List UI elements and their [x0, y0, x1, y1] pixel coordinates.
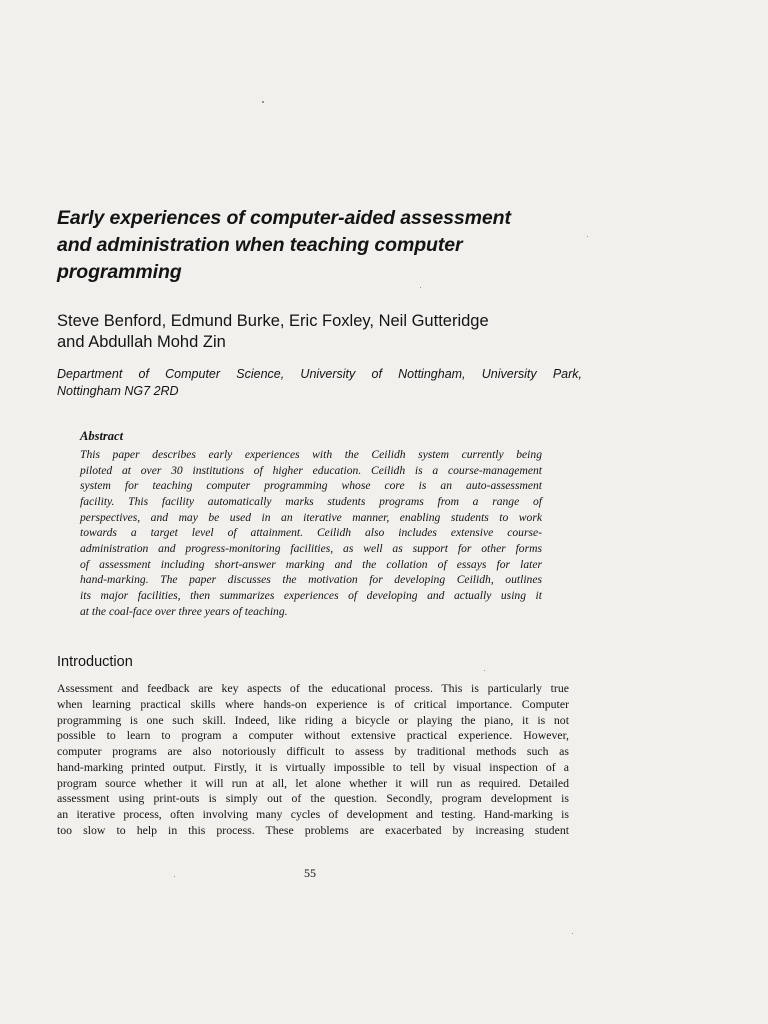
scan-speck: [484, 670, 485, 671]
page-number: 55: [304, 866, 316, 880]
scan-speck: [262, 101, 264, 103]
affiliation-line: Department of Computer Science, University of Nottingham, University Park,: [57, 367, 582, 381]
introduction-body: [57, 681, 569, 839]
scan-speck: [572, 933, 573, 934]
affiliation-line: Nottingham NG7 2RD: [57, 384, 179, 398]
author-line: Steve Benford, Edmund Burke, Eric Foxley, Neil Gutteridge: [57, 312, 489, 330]
body-line: when learning practical skills where hands-on experience is of critical importance. Computer: [57, 696, 569, 711]
abstract-line: at the coal-face over three years of teaching.: [80, 604, 288, 618]
body-line: an iterative process, often involving many cycles of development and testing. Hand-marking is: [57, 807, 569, 821]
abstract-line: hand-marking. The paper discusses the motivation for developing Ceilidh, outlines: [80, 573, 542, 587]
paper-title: [57, 205, 617, 286]
scan-speck: [587, 236, 588, 237]
abstract-line: its major facilities, then summarizes experiences of developing and actually using it: [80, 588, 542, 602]
abstract-line: piloted at over 30 institutions of higher education. Ceilidh is a course-management: [80, 463, 542, 477]
abstract-line: of assessment including short-answer marking and the collation of essays for later: [80, 557, 542, 571]
author-list: [57, 311, 617, 353]
scan-speck: [174, 876, 175, 877]
author-line: and Abdullah Mohd Zin: [57, 333, 226, 351]
body-line: assessment using print-outs is simply out of the question. Secondly, program development is: [57, 791, 569, 806]
title-line: Early experiences of computer-aided assessment: [57, 207, 511, 229]
title-line: and administration when teaching computer: [57, 234, 463, 256]
title-line: programming: [57, 261, 182, 283]
abstract-line: system for teaching computer programming whose core is an auto-assessment: [80, 479, 542, 493]
abstract-line: administration and progress-monitoring facilities, as well as support for other forms: [80, 541, 542, 555]
abstract-line: This paper describes early experiences with the Ceilidh system currently being: [80, 448, 542, 461]
section-heading-introduction: Introduction: [57, 654, 133, 670]
body-line: computer programs are also notoriously difficult to assess by traditional methods such as: [57, 744, 569, 758]
affiliation: [57, 366, 582, 400]
body-line: programming is one such skill. Indeed, like riding a bicycle or playing the piano, it is not: [57, 712, 569, 727]
abstract-body: [80, 447, 542, 619]
abstract-heading: Abstract: [80, 429, 124, 443]
body-line: possible to learn to program a computer without extensive practical experience. However,: [57, 728, 569, 743]
abstract-line: facility. This facility automatically marks students programs from a range of: [80, 494, 542, 508]
body-line: program source whether it will run at all, let alone whether it will run as required. Detailed: [57, 775, 569, 790]
abstract-line: towards a target level of attainment. Ceilidh also includes extensive course-: [80, 526, 542, 540]
scan-speck: [420, 287, 421, 288]
body-line: hand-marking printed output. Firstly, it is virtually impossible to tell by visual inspection of a: [57, 759, 569, 774]
abstract-line: perspectives, and may be used in an iterative manner, enabling students to work: [80, 510, 542, 524]
body-line: Assessment and feedback are key aspects of the educational process. This is particularly true: [57, 681, 569, 695]
body-line: too slow to help in this process. These problems are exacerbated by increasing student: [57, 822, 569, 837]
